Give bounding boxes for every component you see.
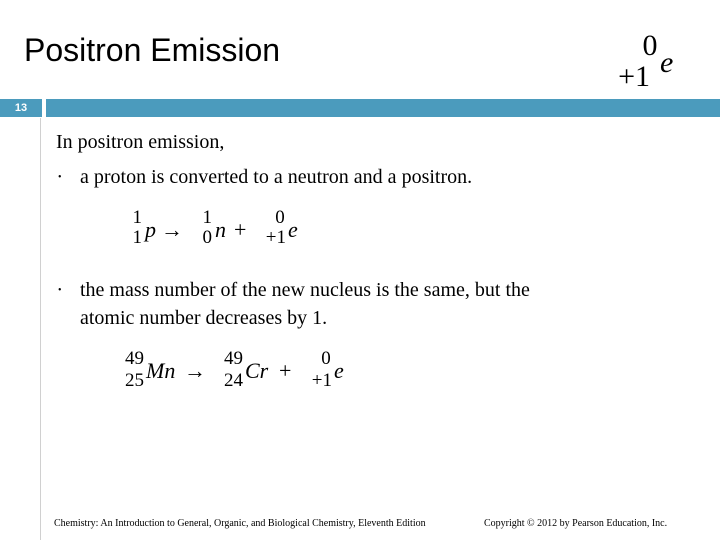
- positron-mass: 0: [275, 207, 285, 228]
- bullet-dot-icon: •: [58, 285, 62, 296]
- proton-symbol: p: [145, 217, 156, 242]
- neutron-mass: 1: [202, 207, 212, 228]
- neutron-number: 0: [202, 227, 212, 248]
- bullet-2-line-2: atomic number decreases by 1.: [80, 307, 328, 329]
- mn-number: 25: [125, 370, 144, 391]
- bullet-dot-icon: •: [58, 172, 62, 183]
- mn-mass: 49: [125, 348, 144, 369]
- positron-mass: 0: [321, 348, 331, 369]
- cr-mass: 49: [224, 348, 243, 369]
- slide-number: 13: [0, 99, 42, 117]
- bullet-1-text: a proton is converted to a neutron and a positron.: [80, 166, 473, 188]
- positron-e: e: [288, 217, 298, 242]
- footer-textbook: Chemistry: An Introduction to General, Organic, and Biological Chemistry, Eleventh Edition: [54, 518, 426, 529]
- cr-number: 24: [224, 370, 243, 391]
- cr-symbol: Cr: [245, 358, 269, 383]
- positron-symbol: [612, 28, 682, 94]
- positron-e: e: [334, 358, 344, 383]
- footer-copyright: Copyright © 2012 by Pearson Education, Inc.: [484, 518, 668, 529]
- reaction-arrow: →: [184, 358, 206, 383]
- intro-text: In positron emission,: [56, 131, 225, 153]
- plus-sign: +: [279, 358, 292, 383]
- slide-title: Positron Emission: [24, 32, 281, 68]
- manganese-decay-equation: [118, 346, 358, 392]
- neutron-symbol: n: [215, 217, 226, 242]
- left-rule: [40, 118, 41, 540]
- title-underline-bar: [46, 99, 720, 117]
- positron-number: +1: [311, 370, 332, 391]
- positron-charge: +1: [618, 60, 650, 93]
- positron-mass-number: 0: [642, 29, 658, 62]
- reaction-arrow: →: [161, 217, 183, 242]
- positron-number: +1: [265, 227, 286, 248]
- proton-decay-equation: [128, 204, 318, 250]
- mn-symbol: Mn: [146, 358, 176, 383]
- proton-mass: 1: [132, 207, 142, 228]
- plus-sign: +: [234, 217, 247, 242]
- positron-letter: e: [660, 46, 674, 79]
- proton-number: 1: [132, 227, 142, 248]
- bullet-2-line-1: the mass number of the new nucleus is the same, but the: [80, 279, 530, 301]
